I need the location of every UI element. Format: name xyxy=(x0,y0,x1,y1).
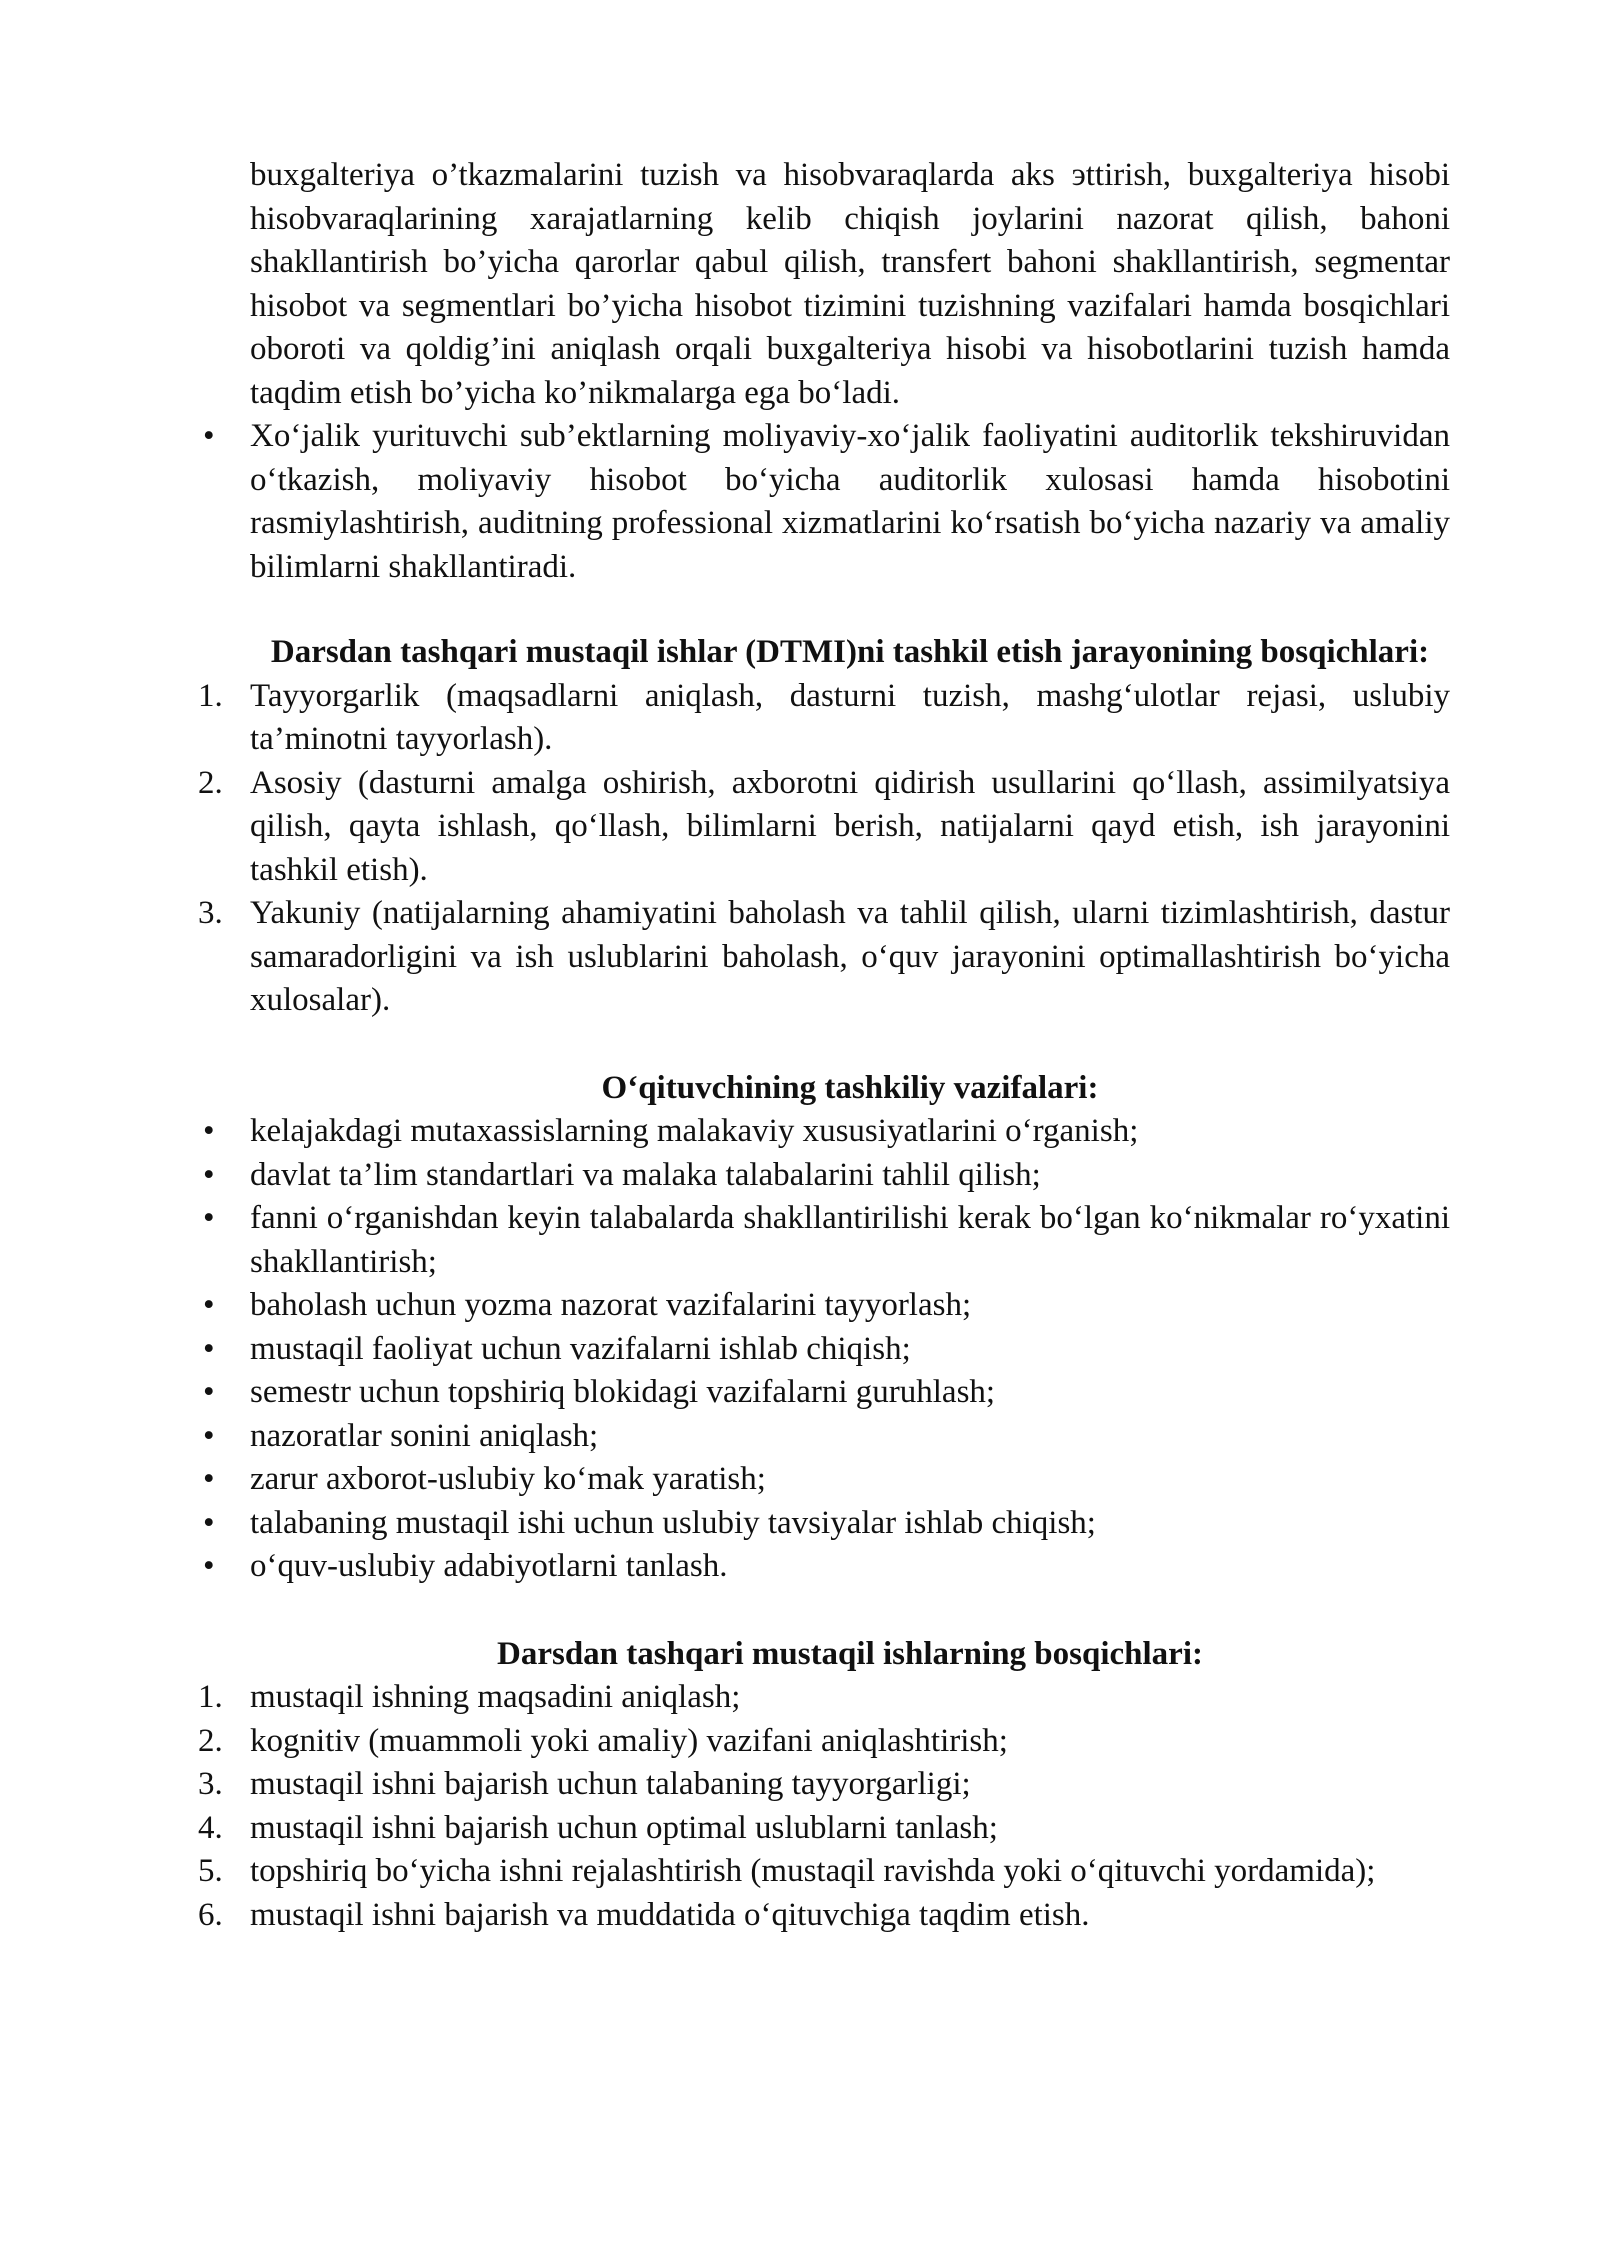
list-item xyxy=(198,675,1450,762)
list-item xyxy=(198,1545,1450,1589)
list-item-text: talabaning mustaqil ishi uchun uslubiy tavsiyalar ishlab chiqish; xyxy=(250,1504,1096,1541)
list-number: 1. xyxy=(198,1679,223,1715)
list-number: 4. xyxy=(198,1809,223,1846)
bullet-marker: • xyxy=(203,1287,215,1323)
list-item xyxy=(198,1502,1450,1546)
list-item-text: davlat ta’lim standartlari va malaka talabalarini tahlil qilish; xyxy=(250,1156,1041,1193)
bullet-marker: • xyxy=(203,1548,215,1584)
section-heading-stages: Darsdan tashqari mustaqil ishlarning bosqichlari: xyxy=(497,1635,1203,1672)
list-item-text: kognitiv (muammoli yoki amaliy) vazifani aniqlashtirish; xyxy=(250,1722,1008,1759)
bullet-marker: • xyxy=(203,1330,215,1367)
list-item xyxy=(198,762,1450,893)
list-item-text: mustaqil ishni bajarish uchun optimal uslublarni tanlash; xyxy=(250,1809,998,1846)
list-number: 3. xyxy=(198,1766,223,1802)
intro-continuation-text: buxgalteriya o’tkazmalarini tuzish va hisobvaraqlarda aks эttirish, buxgalteriya hisobi hisobvaraqlarining xarajatlarning kelib chiqish joylarini nazorat qilish, bahoni shakllantirish bo’yicha qarorlar qabul qilish, transfert bahoni shakllantirish, segmentar hisobot va segmentlari bo’yicha hisobot tizimini tuzishning vazifalari hamda bosqichlari oboroti va qoldig’ini aniqlash orqali buxgalteriya hisobi va hisobotlarini tuzish hamda taqdim etish bo’yicha ko’nikmalarga ega bo‘ladi. xyxy=(250,157,1450,411)
list-number: 1. xyxy=(198,677,223,714)
bullet-marker: • xyxy=(203,1156,215,1193)
list-item-text: o‘quv-uslubiy adabiyotlarni tanlash. xyxy=(250,1548,728,1584)
list-item-text: zarur axborot-uslubiy ko‘mak yaratish; xyxy=(250,1461,766,1497)
list-item-text: mustaqil faoliyat uchun vazifalarni ishlab chiqish; xyxy=(250,1330,911,1367)
list-item xyxy=(198,1415,1450,1459)
document-page xyxy=(198,154,1450,1937)
bullet-marker: • xyxy=(203,1200,215,1236)
list-item-text: kelajakdagi mutaxassislarning malakaviy xususiyatlarini o‘rganish; xyxy=(250,1113,1139,1149)
section-heading-dtmi: Darsdan tashqari mustaqil ishlar (DTMI)ni tashkil etish jarayonining bosqichlari: xyxy=(270,634,1430,670)
list-item xyxy=(198,1328,1450,1372)
intro-continuation-paragraph xyxy=(198,154,1450,415)
independent-work-stages-list xyxy=(198,1676,1450,1937)
list-item xyxy=(198,1676,1450,1720)
list-item xyxy=(198,1458,1450,1502)
list-item-text: nazoratlar sonini aniqlash; xyxy=(250,1417,599,1454)
intro-bullet-text: Xo‘jalik yurituvchi sub’ektlarning moliyaviy-xo‘jalik faoliyatini auditorlik tekshiruvidan o‘tkazish, moliyaviy hisobot bo‘yicha auditorlik xulosasi hamda hisobotini rasmiylashtirish, auditning professional xizmatlarini ko‘rsatish bo‘yicha nazariy va amaliy bilimlarni shakllantiradi. xyxy=(250,418,1450,585)
list-item-text: Yakuniy (natijalarning ahamiyatini baholash va tahlil qilish, ularni tizimlashtirish, dastur samaradorligini va ish uslublarini baholash, o‘quv jarayonini optimallashtirish bo‘yicha xulosalar). xyxy=(250,895,1450,1018)
bullet-marker: • xyxy=(203,1374,215,1410)
teacher-duties-list xyxy=(198,1110,1450,1589)
list-number: 6. xyxy=(198,1896,223,1933)
list-item xyxy=(198,1284,1450,1328)
list-item xyxy=(198,1197,1450,1284)
list-item-text: topshiriq bo‘yicha ishni rejalashtirish (mustaqil ravishda yoki o‘qituvchi yordamida); xyxy=(250,1853,1376,1889)
list-item xyxy=(198,1154,1450,1198)
section-heading-teacher: O‘qituvchining tashkiliy vazifalari: xyxy=(601,1069,1099,1106)
list-item-text: baholash uchun yozma nazorat vazifalarini tayyorlash; xyxy=(250,1287,972,1323)
list-item-text: fanni o‘rganishdan keyin talabalarda shakllantirilishi kerak bo‘lgan ko‘nikmalar ro‘yxatini shakllantirish; xyxy=(250,1200,1450,1280)
list-item xyxy=(198,1110,1450,1154)
dtmi-stages-list xyxy=(198,675,1450,1023)
list-number: 3. xyxy=(198,895,223,931)
list-item-text: mustaqil ishning maqsadini aniqlash; xyxy=(250,1679,741,1715)
list-item xyxy=(198,1720,1450,1764)
list-number: 2. xyxy=(198,764,223,801)
list-item xyxy=(198,1371,1450,1415)
list-item xyxy=(198,1850,1450,1894)
list-item xyxy=(198,1763,1450,1807)
list-item-text: semestr uchun topshiriq blokidagi vazifalarni guruhlash; xyxy=(250,1374,996,1410)
list-item xyxy=(198,1894,1450,1938)
list-item-text: mustaqil ishni bajarish va muddatida o‘qituvchiga taqdim etish. xyxy=(250,1896,1090,1933)
list-item-text: Tayyorgarlik (maqsadlarni aniqlash, dasturni tuzish, mashg‘ulotlar rejasi, uslubiy ta’minotni tayyorlash). xyxy=(250,677,1450,757)
bullet-marker: • xyxy=(203,1113,215,1149)
list-item xyxy=(198,1807,1450,1851)
bullet-marker: • xyxy=(203,1417,215,1454)
list-item xyxy=(198,892,1450,1023)
list-number: 2. xyxy=(198,1722,223,1759)
intro-bullet-item xyxy=(198,415,1450,589)
list-number: 5. xyxy=(198,1853,223,1889)
bullet-marker: • xyxy=(203,1461,215,1497)
bullet-marker: • xyxy=(203,418,215,454)
bullet-marker: • xyxy=(203,1504,215,1541)
list-item-text: mustaqil ishni bajarish uchun talabaning tayyorgarligi; xyxy=(250,1766,971,1802)
list-item-text: Asosiy (dasturni amalga oshirish, axborotni qidirish usullarini qo‘llash, assimilyatsiya qilish, qayta ishlash, qo‘llash, bilimlarni berish, natijalarni qayd etish, ish jarayonini tashkil etish). xyxy=(250,764,1450,888)
